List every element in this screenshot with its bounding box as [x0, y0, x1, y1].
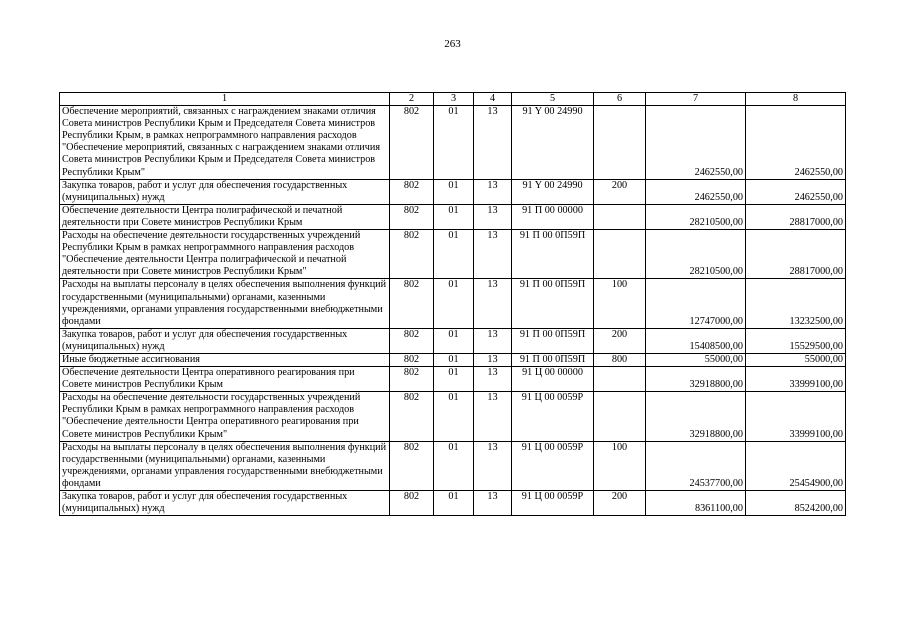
- table-row: [60, 491, 846, 516]
- amount-year2-cell: 28817000,00: [746, 230, 846, 279]
- table-row: [60, 204, 846, 229]
- section-cell: 01: [434, 106, 474, 180]
- amount-year1-cell: 28210500,00: [646, 230, 746, 279]
- expense-type-cell: [594, 392, 646, 441]
- ministry-code-cell: 802: [390, 230, 434, 279]
- subsection-cell: 13: [474, 230, 512, 279]
- row-name-cell: Иные бюджетные ассигнования: [60, 353, 390, 366]
- target-article-cell: 91 П 00 0П59П: [512, 328, 594, 353]
- target-article-cell: 91 Ц 00 0059Р: [512, 491, 594, 516]
- table-row: [60, 106, 846, 180]
- ministry-code-cell: 802: [390, 204, 434, 229]
- section-cell: 01: [434, 392, 474, 441]
- column-header: 6: [594, 93, 646, 106]
- column-header: 2: [390, 93, 434, 106]
- row-name-cell: Расходы на обеспечение деятельности государственных учреждений Республики Крым в рамках непрограммного направления расходов "Обеспечение деятельности Центра полиграфической и печатной деятельности при Совете министров Республики Крым": [60, 230, 390, 279]
- target-article-cell: 91 П 00 00000: [512, 204, 594, 229]
- expense-type-cell: [594, 230, 646, 279]
- row-name-cell: Расходы на выплаты персоналу в целях обеспечения выполнения функций государственными (муниципальными) органами, казенными учреждениями, органами управления государственными внебюджетными фондами: [60, 279, 390, 328]
- ministry-code-cell: 802: [390, 441, 434, 490]
- ministry-code-cell: 802: [390, 353, 434, 366]
- section-cell: 01: [434, 230, 474, 279]
- expense-type-cell: 200: [594, 179, 646, 204]
- section-cell: 01: [434, 204, 474, 229]
- column-header: 3: [434, 93, 474, 106]
- target-article-cell: 91 Ц 00 00000: [512, 367, 594, 392]
- section-cell: 01: [434, 179, 474, 204]
- table-row: [60, 328, 846, 353]
- row-name-cell: Расходы на обеспечение деятельности государственных учреждений Республики Крым в рамках непрограммного направления расходов "Обеспечение деятельности Центра оперативного реагирования при Совете министров Республики Крым": [60, 392, 390, 441]
- amount-year2-cell: 13232500,00: [746, 279, 846, 328]
- section-cell: 01: [434, 328, 474, 353]
- amount-year2-cell: 8524200,00: [746, 491, 846, 516]
- expense-type-cell: 200: [594, 491, 646, 516]
- ministry-code-cell: 802: [390, 279, 434, 328]
- target-article-cell: 91 Ц 00 0059Р: [512, 441, 594, 490]
- amount-year1-cell: 32918800,00: [646, 392, 746, 441]
- page-number: 263: [444, 38, 461, 50]
- target-article-cell: 91 Ц 00 0059Р: [512, 392, 594, 441]
- column-header: 4: [474, 93, 512, 106]
- header-row: [60, 93, 846, 106]
- table-row: [60, 179, 846, 204]
- amount-year2-cell: 55000,00: [746, 353, 846, 366]
- amount-year2-cell: 28817000,00: [746, 204, 846, 229]
- subsection-cell: 13: [474, 367, 512, 392]
- subsection-cell: 13: [474, 279, 512, 328]
- row-name-cell: Обеспечение деятельности Центра полиграфической и печатной деятельности при Совете министров Республики Крым: [60, 204, 390, 229]
- row-name-cell: Закупка товаров, работ и услуг для обеспечения государственных (муниципальных) нужд: [60, 328, 390, 353]
- amount-year2-cell: 15529500,00: [746, 328, 846, 353]
- column-header: 5: [512, 93, 594, 106]
- section-cell: 01: [434, 279, 474, 328]
- subsection-cell: 13: [474, 491, 512, 516]
- target-article-cell: 91 Y 00 24990: [512, 179, 594, 204]
- expense-type-cell: [594, 367, 646, 392]
- table-row: [60, 230, 846, 279]
- table-row: [60, 279, 846, 328]
- row-name-cell: Закупка товаров, работ и услуг для обеспечения государственных (муниципальных) нужд: [60, 179, 390, 204]
- amount-year1-cell: 28210500,00: [646, 204, 746, 229]
- ministry-code-cell: 802: [390, 328, 434, 353]
- amount-year1-cell: 55000,00: [646, 353, 746, 366]
- subsection-cell: 13: [474, 106, 512, 180]
- column-header: 1: [60, 93, 390, 106]
- amount-year1-cell: 12747000,00: [646, 279, 746, 328]
- subsection-cell: 13: [474, 328, 512, 353]
- amount-year2-cell: 2462550,00: [746, 179, 846, 204]
- budget-table: [59, 92, 846, 516]
- expense-type-cell: [594, 106, 646, 180]
- column-header: 7: [646, 93, 746, 106]
- subsection-cell: 13: [474, 441, 512, 490]
- ministry-code-cell: 802: [390, 179, 434, 204]
- target-article-cell: 91 П 00 0П59П: [512, 230, 594, 279]
- subsection-cell: 13: [474, 353, 512, 366]
- table-row: [60, 392, 846, 441]
- amount-year2-cell: 33999100,00: [746, 367, 846, 392]
- row-name-cell: Закупка товаров, работ и услуг для обеспечения государственных (муниципальных) нужд: [60, 491, 390, 516]
- table-row: [60, 367, 846, 392]
- target-article-cell: 91 П 00 0П59П: [512, 353, 594, 366]
- row-name-cell: Расходы на выплаты персоналу в целях обеспечения выполнения функций государственными (муниципальными) органами, казенными учреждениями, органами управления государственными внебюджетными фондами: [60, 441, 390, 490]
- expense-type-cell: 100: [594, 279, 646, 328]
- subsection-cell: 13: [474, 179, 512, 204]
- amount-year2-cell: 2462550,00: [746, 106, 846, 180]
- ministry-code-cell: 802: [390, 392, 434, 441]
- table-row: [60, 353, 846, 366]
- subsection-cell: 13: [474, 392, 512, 441]
- amount-year1-cell: 8361100,00: [646, 491, 746, 516]
- expense-type-cell: 800: [594, 353, 646, 366]
- amount-year2-cell: 25454900,00: [746, 441, 846, 490]
- target-article-cell: 91 Y 00 24990: [512, 106, 594, 180]
- amount-year2-cell: 33999100,00: [746, 392, 846, 441]
- expense-type-cell: 100: [594, 441, 646, 490]
- expense-type-cell: 200: [594, 328, 646, 353]
- ministry-code-cell: 802: [390, 491, 434, 516]
- amount-year1-cell: 24537700,00: [646, 441, 746, 490]
- target-article-cell: 91 П 00 0П59П: [512, 279, 594, 328]
- amount-year1-cell: 2462550,00: [646, 179, 746, 204]
- row-name-cell: Обеспечение деятельности Центра оперативного реагирования при Совете министров Республики Крым: [60, 367, 390, 392]
- section-cell: 01: [434, 441, 474, 490]
- table-row: [60, 441, 846, 490]
- ministry-code-cell: 802: [390, 367, 434, 392]
- subsection-cell: 13: [474, 204, 512, 229]
- section-cell: 01: [434, 353, 474, 366]
- amount-year1-cell: 32918800,00: [646, 367, 746, 392]
- column-header: 8: [746, 93, 846, 106]
- expense-type-cell: [594, 204, 646, 229]
- row-name-cell: Обеспечение мероприятий, связанных с награждением знаками отличия Совета министров Республики Крым и Председателя Совета министров Республики Крым, в рамках непрограммного направления расходов "Обеспечение мероприятий, связанных с награждением знаками отличия Совета министров Республики Крым и Председателя Совета министров Республики Крым": [60, 106, 390, 180]
- amount-year1-cell: 2462550,00: [646, 106, 746, 180]
- section-cell: 01: [434, 367, 474, 392]
- ministry-code-cell: 802: [390, 106, 434, 180]
- section-cell: 01: [434, 491, 474, 516]
- amount-year1-cell: 15408500,00: [646, 328, 746, 353]
